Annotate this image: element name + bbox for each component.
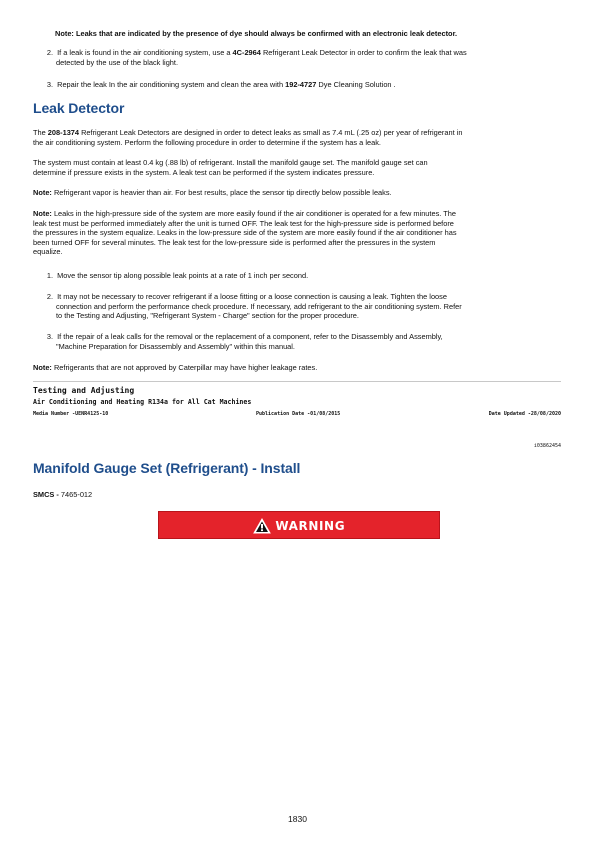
doc-title: Air Conditioning and Heating R134a for All Cat Machines	[33, 398, 252, 406]
part-number: 4C-2964	[232, 48, 261, 57]
date-updated: Date Updated -28/08/2020	[488, 411, 561, 417]
media-number: Media Number -UENR4125-10	[33, 411, 109, 417]
part-number: 192-4727	[285, 80, 317, 89]
intro-step-2: 2. If a leak is found in the air conditioning system, use a 4C-2964 Refrigerant Leak Detector in order to confirm the leak that was detected by the use of the black light.	[46, 48, 467, 67]
doc-section: Testing and Adjusting	[33, 386, 135, 395]
note-leak-test: Note: Leaks in the high-pressure side of the system are more easily found if the air conditioner is operated for a few minutes. The leak test must be performed immediately after the unit is turned OFF. The leak test for the high-pressure side is performed before the pressures in the system equalize. Leaks in the low-pressure side of the system are more easily found if the air conditioner has been turned OFF for several minutes. The leak test for the low-pressure side is performed after the pressures in the system equalize.	[33, 209, 457, 257]
publication-date: Publication Date -01/08/2015	[256, 411, 341, 417]
page-number: 1830	[288, 814, 307, 824]
part-number: 208-1374	[47, 128, 80, 137]
warning-banner	[158, 511, 440, 539]
warning-label: WARNING	[275, 518, 346, 533]
intro-step-3: 3. Repair the leak In the air conditioning system and clean the area with 192-4727 Dye Cleaning Solution .	[46, 80, 396, 89]
leak-detector-heading: Leak Detector	[33, 100, 125, 116]
section-divider	[33, 381, 561, 382]
procedure-step-2: 2. It may not be necessary to recover refrigerant if a loose fitting or a loose connection is causing a leak. Tighten the loose connection and perform the performance check procedure. If necessary, add refrigerant to the air conditioning system. Refer to the Testing and Adjusting, "Refrigerant System - Charge" section for the proper procedure.	[46, 292, 462, 321]
smcs-code: SMCS - 7465-012	[33, 490, 93, 499]
note-vapor: Note: Refrigerant vapor is heavier than air. For best results, place the sensor tip directly below possible leaks.	[33, 188, 392, 197]
warning-triangle-icon	[253, 518, 271, 534]
procedure-step-1: 1. Move the sensor tip along possible leak points at a rate of 1 inch per second.	[46, 271, 309, 280]
leak-detector-paragraph-1: The 208-1374 Refrigerant Leak Detectors are designed in order to detect leaks as small as 7.4 mL (.25 oz) per year of refrigerant in the air conditioning system. Perform the following procedure in order to determine if the system has a leak.	[33, 128, 463, 147]
leak-detector-paragraph-2: The system must contain at least 0.4 kg (.88 lb) of refrigerant. Install the manifold gauge set. The manifold gauge set can determine if pressure exists in the system. A leak test can be performed if the system indicates pressure.	[33, 158, 428, 177]
note-refrigerants: Note: Refrigerants that are not approved by Caterpillar may have higher leakage rates.	[33, 363, 318, 372]
document-id: i03862454	[533, 443, 561, 449]
manifold-heading: Manifold Gauge Set (Refrigerant) - Install	[33, 460, 301, 476]
procedure-step-3: 3. If the repair of a leak calls for the removal or the replacement of a component, refer to the Disassembly and Assembly, "Machine Preparation for Disassembly and Assembly" within this manual.	[46, 332, 443, 351]
dye-note: Note: Leaks that are indicated by the presence of dye should always be confirmed with an electronic leak detector.	[55, 29, 458, 38]
